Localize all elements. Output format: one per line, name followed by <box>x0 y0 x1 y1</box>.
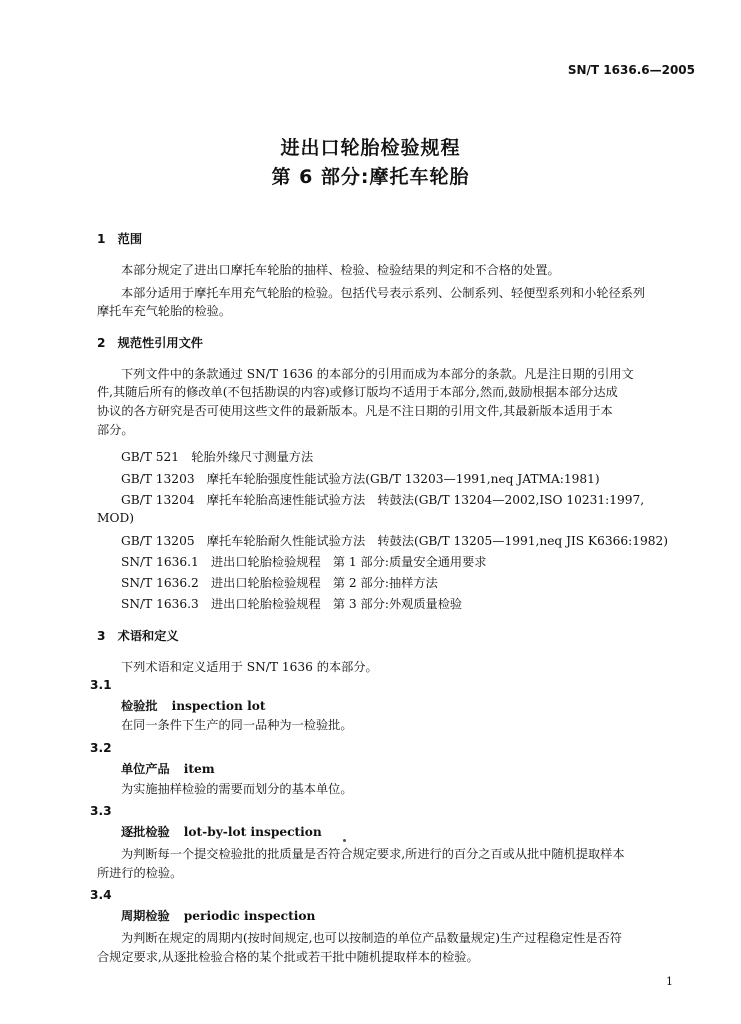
section-heading-terms: 3 术语和定义 <box>97 629 179 643</box>
term-definition: 在同一条件下生产的同一品种为一检验批。 <box>121 718 353 732</box>
term-definition: 合规定要求,从逐批检验合格的某个批或若干批中随机提取样本的检验。 <box>97 950 479 964</box>
term-zh: 单位产品 <box>121 762 170 776</box>
reference-item: GB/T 13205 摩托车轮胎耐久性能试验方法 转鼓法(GB/T 13205—1991,neq JIS K6366:1982) <box>121 534 669 548</box>
term-en: lot-by-lot inspection <box>183 825 322 839</box>
term-definition: 为判断每一个提交检验批的批质量是否符合规定要求,所进行的百分之百或从批中随机提取样本 <box>121 847 625 861</box>
term-heading <box>121 698 266 714</box>
standard-code: SN/T 1636.6—2005 <box>567 63 695 77</box>
paragraph: 下列文件中的条款通过 SN/T 1636 的本部分的引用而成为本部分的条款。凡是注日期的引用文 <box>121 367 634 381</box>
paragraph: 协议的各方研究是否可使用这些文件的最新版本。凡是不注日期的引用文件,其最新版本适用于本 <box>97 404 613 418</box>
reference-item: SN/T 1636.3 进出口轮胎检验规程 第 3 部分:外观质量检验 <box>121 597 463 611</box>
term-definition: 为实施抽样检验的需要而划分的基本单位。 <box>121 782 353 796</box>
term-zh: 周期检验 <box>121 909 170 923</box>
term-en: item <box>183 762 215 776</box>
term-zh: 逐批检验 <box>121 825 170 839</box>
paragraph: 部分。 <box>97 423 134 437</box>
reference-item: SN/T 1636.1 进出口轮胎检验规程 第 1 部分:质量安全通用要求 <box>121 555 487 569</box>
document-subtitle: 第 6 部分:摩托车轮胎 <box>271 166 470 188</box>
term-number: 3.3 <box>90 804 112 818</box>
scan-speck <box>343 839 346 842</box>
reference-item: GB/T 521 轮胎外缘尺寸测量方法 <box>121 450 314 464</box>
term-en: inspection lot <box>171 699 266 713</box>
term-number: 3.4 <box>90 888 112 902</box>
reference-item: GB/T 13204 摩托车轮胎高速性能试验方法 转鼓法(GB/T 13204—2002,ISO 10231:1997, <box>121 493 645 507</box>
page-number: 1 <box>666 975 673 988</box>
term-definition: 所进行的检验。 <box>97 866 183 880</box>
term-heading <box>121 908 315 924</box>
paragraph: 件,其随后所有的修改单(不包括勘误的内容)或修订版均不适用于本部分,然而,鼓励根据本部分达成 <box>97 385 618 399</box>
term-en: periodic inspection <box>183 909 316 923</box>
section-heading-scope: 1 范围 <box>97 232 143 246</box>
term-definition: 为判断在规定的周期内(按时间规定,也可以按制造的单位产品数量规定)生产过程稳定性是否符 <box>121 931 622 945</box>
term-heading <box>121 824 322 840</box>
section-heading-normative-references: 2 规范性引用文件 <box>97 336 203 350</box>
reference-item: MOD) <box>97 511 134 525</box>
paragraph: 下列术语和定义适用于 SN/T 1636 的本部分。 <box>121 660 378 674</box>
term-zh: 检验批 <box>121 699 158 713</box>
paragraph: 摩托车充气轮胎的检验。 <box>97 304 232 318</box>
paragraph: 本部分适用于摩托车用充气轮胎的检验。包括代号表示系列、公制系列、轻便型系列和小轮径系列 <box>121 286 646 300</box>
term-heading <box>121 761 215 777</box>
reference-item: SN/T 1636.2 进出口轮胎检验规程 第 2 部分:抽样方法 <box>121 576 438 590</box>
reference-item: GB/T 13203 摩托车轮胎强度性能试验方法(GB/T 13203—1991,neq JATMA:1981) <box>121 472 600 486</box>
term-number: 3.2 <box>90 741 112 755</box>
document-title: 进出口轮胎检验规程 <box>280 137 461 159</box>
paragraph: 本部分规定了进出口摩托车轮胎的抽样、检验、检验结果的判定和不合格的处置。 <box>121 263 560 277</box>
term-number: 3.1 <box>90 678 112 692</box>
